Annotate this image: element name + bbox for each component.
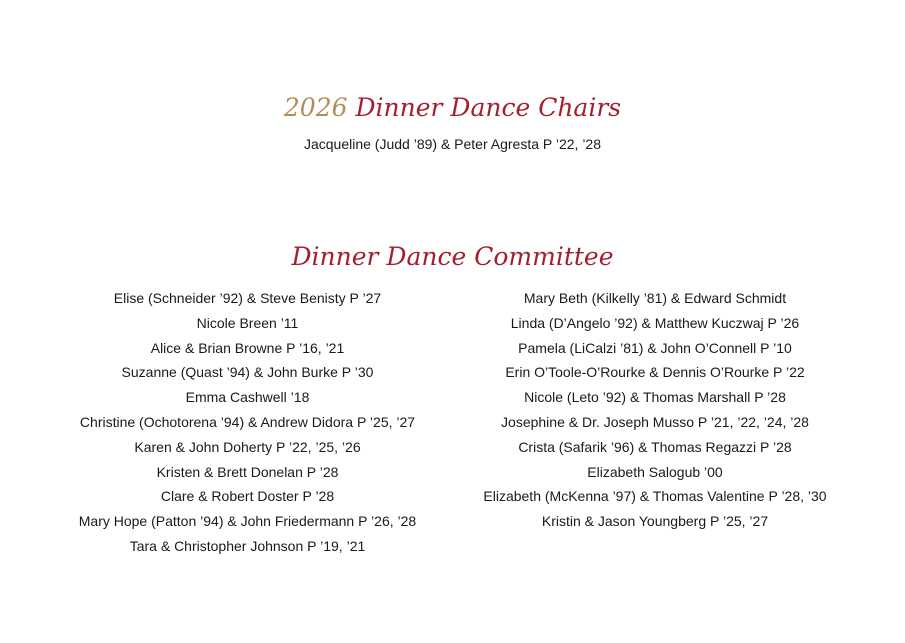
committee-member: Kristin & Jason Youngberg P ’25, ’27	[541, 513, 769, 530]
committee-member: Pamela (LiCalzi ’81) & John O’Connell P ’10	[518, 339, 792, 356]
committee-member: Linda (D’Angelo ’92) & Matthew Kuczwaj P ’26	[510, 314, 800, 331]
committee-member: Josephine & Dr. Joseph Musso P ’21, ’22, ’24, ’28	[501, 413, 809, 430]
committee-member: Nicole (Leto ’92) & Thomas Marshall P ’28	[524, 389, 786, 406]
committee-member: Mary Beth (Kilkelly ’81) & Edward Schmidt	[523, 290, 787, 306]
committee-member: Clare & Robert Doster P ’28	[160, 488, 335, 505]
chairs-heading	[0, 92, 905, 124]
committee-list-right	[450, 286, 860, 534]
committee-member: Elizabeth (McKenna ’97) & Thomas Valentine P ’28, ’30	[483, 488, 827, 505]
chairs-title: Dinner Dance Chairs	[355, 93, 622, 122]
committee-member: Suzanne (Quast ’94) & John Burke P ’30	[121, 364, 374, 381]
committee-member: Kristen & Brett Donelan P ’28	[156, 463, 339, 480]
chairs-year: 2026	[283, 93, 348, 122]
committee-member: Christine (Ochotorena ’94) & Andrew Didora P ’25, ’27	[79, 413, 416, 430]
committee-member: Nicole Breen ’11	[196, 314, 299, 331]
committee-member: Elise (Schneider ’92) & Steve Benisty P ’27	[113, 290, 382, 306]
committee-list-left	[45, 286, 450, 559]
committee-member: Elizabeth Salogub ’00	[587, 463, 723, 480]
committee-member: Erin O’Toole-O’Rourke & Dennis O’Rourke P ’22	[505, 364, 805, 381]
committee-member: Tara & Christopher Johnson P ’19, ’21	[129, 537, 366, 554]
chairs-names: Jacqueline (Judd ’89) & Peter Agresta P ’22, ’28	[303, 136, 602, 152]
committee-member: Alice & Brian Browne P ’16, ’21	[150, 339, 345, 356]
committee-member: Mary Hope (Patton ’94) & John Friedermann P ’26, ’28	[78, 513, 417, 530]
committee-member: Emma Cashwell ’18	[185, 389, 310, 406]
committee-member: Karen & John Doherty P ’22, ’25, ’26	[134, 438, 361, 455]
committee-member: Crista (Safarik ’96) & Thomas Regazzi P ’28	[518, 438, 792, 455]
committee-heading: Dinner Dance Committee	[291, 242, 614, 271]
